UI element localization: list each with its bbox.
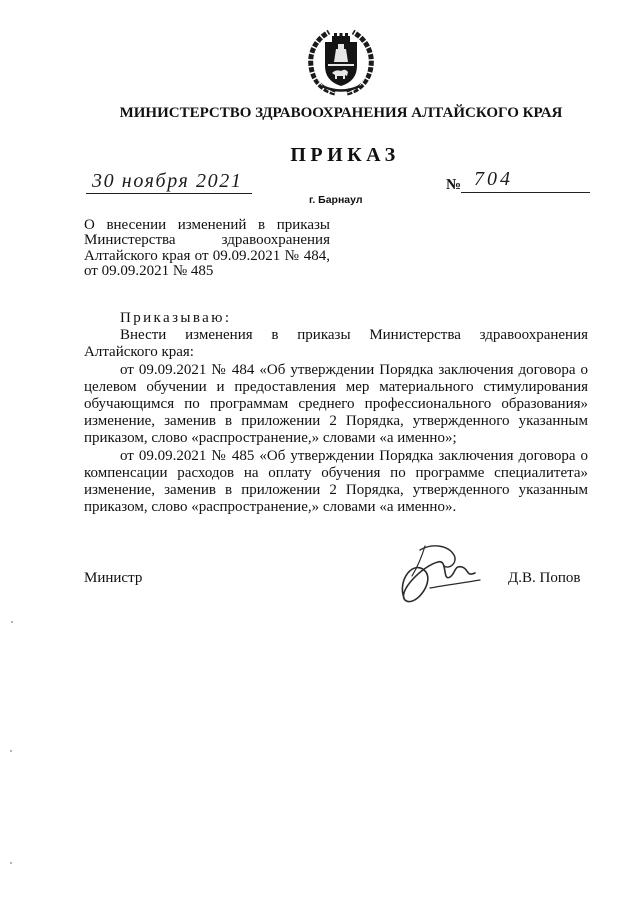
body-line: Алтайского края: <box>84 344 194 361</box>
coat-of-arms-icon <box>305 28 377 96</box>
document-type-title: ПРИКАЗ <box>290 144 400 166</box>
signatory-position: Министр <box>84 570 143 586</box>
body-line: Внести изменения в приказы Министерства здравоохранения <box>120 327 588 344</box>
body-line: от 09.09.2021 № 485 «Об утверждении Порядка заключения договора о <box>120 447 588 464</box>
body-line: от 09.09.2021 № 484 «Об утверждении Порядка заключения договора о <box>120 361 588 378</box>
body-line: целевом обучении и предоставления мер материального стимулирования <box>84 378 588 395</box>
body-line: приказом, слово «распространение,» словами «а именно»; <box>84 430 457 447</box>
order-command: Приказываю: <box>120 310 232 326</box>
subject-block <box>84 218 330 279</box>
city-label: г. Барнаул <box>309 194 363 206</box>
handwritten-signature-icon <box>392 536 484 616</box>
scan-speck <box>10 750 12 752</box>
body-line: компенсации расходов на оплату обучения по программе специалитета» <box>84 464 588 481</box>
body-line: изменение, заменив в приложении 2 Порядка, утвержденного указанным <box>84 481 588 498</box>
body-line: приказом, слово «распространение,» словами «а именно». <box>84 499 457 516</box>
body-line: обучающимся по программам среднего профессионального образования» <box>84 395 588 412</box>
handwritten-date: 30 ноября 2021 <box>92 170 243 192</box>
date-underline <box>86 193 252 194</box>
subject-line: Алтайского края от 09.09.2021 № 484, <box>84 247 330 264</box>
scan-speck <box>10 862 12 864</box>
subject-line: О внесении изменений в приказы <box>84 217 330 233</box>
body-line: изменение, заменив в приложении 2 Порядка, утвержденного указанным <box>84 413 588 430</box>
scan-speck <box>11 621 13 623</box>
order-body <box>84 310 588 516</box>
ministry-title: МИНИСТЕРСТВО ЗДРАВООХРАНЕНИЯ АЛТАЙСКОГО КРАЯ <box>119 105 563 121</box>
signatory-name: Д.В. Попов <box>508 570 581 586</box>
subject-line: Министерства здравоохранения <box>84 232 330 249</box>
handwritten-number: 704 <box>474 168 513 190</box>
number-underline <box>461 192 590 193</box>
subject-line: от 09.09.2021 № 485 <box>84 262 214 279</box>
number-label: № <box>446 177 462 193</box>
